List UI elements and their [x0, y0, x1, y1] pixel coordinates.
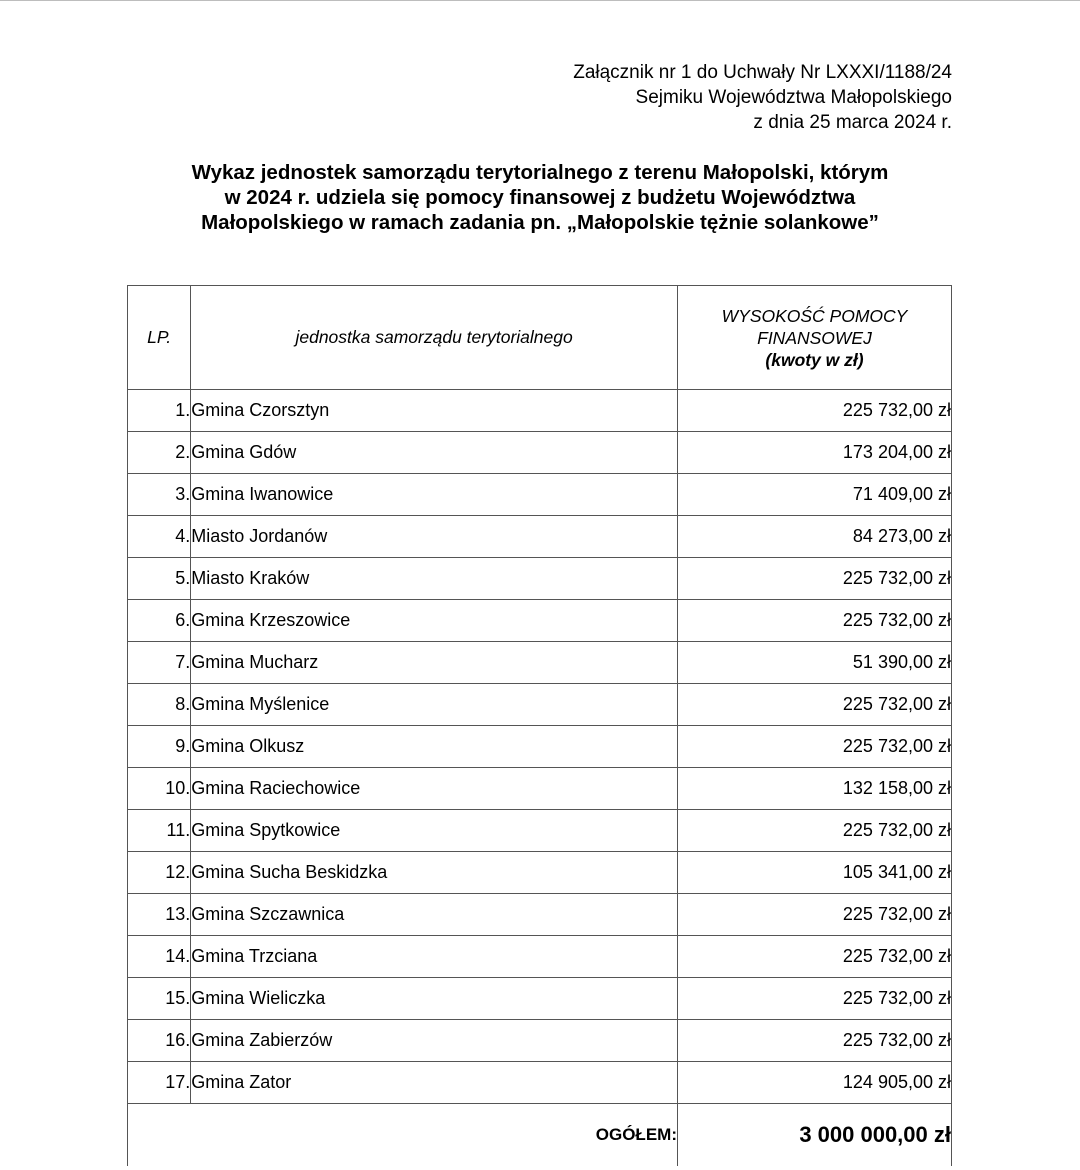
table-row	[128, 600, 952, 642]
row-unit-name: Gmina Iwanowice	[191, 474, 678, 516]
table-row	[128, 1062, 952, 1104]
row-amount: 225 732,00 zł	[677, 600, 951, 642]
table-row	[128, 894, 952, 936]
table-row	[128, 516, 952, 558]
row-amount: 225 732,00 zł	[677, 936, 951, 978]
header-lp: LP.	[128, 286, 191, 390]
row-lp: 4.	[128, 516, 191, 558]
table-row	[128, 726, 952, 768]
row-amount: 132 158,00 zł	[677, 768, 951, 810]
table-row	[128, 432, 952, 474]
row-amount: 225 732,00 zł	[677, 684, 951, 726]
table-body	[128, 390, 952, 1104]
row-amount: 173 204,00 zł	[677, 432, 951, 474]
row-amount: 51 390,00 zł	[677, 642, 951, 684]
row-unit-name: Gmina Czorsztyn	[191, 390, 678, 432]
row-unit-name: Gmina Szczawnica	[191, 894, 678, 936]
row-unit-name: Gmina Zator	[191, 1062, 678, 1104]
row-amount: 124 905,00 zł	[677, 1062, 951, 1104]
row-unit-name: Gmina Myślenice	[191, 684, 678, 726]
header-unit-name: jednostka samorządu terytorialnego	[191, 286, 678, 390]
row-amount: 225 732,00 zł	[677, 558, 951, 600]
row-amount: 225 732,00 zł	[677, 978, 951, 1020]
row-amount: 71 409,00 zł	[677, 474, 951, 516]
row-lp: 17.	[128, 1062, 191, 1104]
row-lp: 7.	[128, 642, 191, 684]
header-amount-unit: (kwoty w zł)	[765, 349, 864, 370]
row-amount: 105 341,00 zł	[677, 852, 951, 894]
table-row	[128, 810, 952, 852]
row-lp: 12.	[128, 852, 191, 894]
table-row	[128, 684, 952, 726]
row-unit-name: Gmina Trzciana	[191, 936, 678, 978]
row-unit-name: Gmina Raciechowice	[191, 768, 678, 810]
table-row	[128, 768, 952, 810]
row-lp: 11.	[128, 810, 191, 852]
table-row	[128, 642, 952, 684]
total-label: OGÓŁEM:	[128, 1104, 678, 1167]
row-lp: 6.	[128, 600, 191, 642]
row-unit-name: Miasto Jordanów	[191, 516, 678, 558]
table-row	[128, 390, 952, 432]
header-line-3: z dnia 25 marca 2024 r.	[753, 112, 952, 133]
row-amount: 84 273,00 zł	[677, 516, 951, 558]
aid-table	[127, 285, 952, 1166]
row-lp: 8.	[128, 684, 191, 726]
row-amount: 225 732,00 zł	[677, 726, 951, 768]
row-lp: 9.	[128, 726, 191, 768]
row-lp: 1.	[128, 390, 191, 432]
row-amount: 225 732,00 zł	[677, 390, 951, 432]
row-unit-name: Gmina Gdów	[191, 432, 678, 474]
total-amount: 3 000 000,00 zł	[677, 1104, 951, 1167]
title-line-1: Wykaz jednostek samorządu terytorialnego z terenu Małopolski, którym	[191, 161, 889, 184]
table-row	[128, 558, 952, 600]
row-unit-name: Gmina Mucharz	[191, 642, 678, 684]
row-unit-name: Gmina Sucha Beskidzka	[191, 852, 678, 894]
table-row	[128, 474, 952, 516]
row-lp: 13.	[128, 894, 191, 936]
row-unit-name: Gmina Wieliczka	[191, 978, 678, 1020]
table-row	[128, 1020, 952, 1062]
row-unit-name: Miasto Kraków	[191, 558, 678, 600]
header-amount-line-1: WYSOKOŚĆ POMOCY	[721, 305, 908, 326]
row-amount: 225 732,00 zł	[677, 894, 951, 936]
row-lp: 3.	[128, 474, 191, 516]
table-row	[128, 852, 952, 894]
table-row	[128, 978, 952, 1020]
row-lp: 15.	[128, 978, 191, 1020]
document-header	[573, 60, 952, 135]
document-title	[0, 160, 1080, 235]
row-amount: 225 732,00 zł	[677, 1020, 951, 1062]
table-row	[128, 936, 952, 978]
row-unit-name: Gmina Olkusz	[191, 726, 678, 768]
title-line-3: Małopolskiego w ramach zadania pn. „Małopolskie tężnie solankowe”	[201, 211, 879, 234]
row-unit-name: Gmina Spytkowice	[191, 810, 678, 852]
title-line-2: w 2024 r. udziela się pomocy finansowej z budżetu Województwa	[224, 186, 856, 209]
top-divider	[0, 0, 1080, 1]
row-lp: 5.	[128, 558, 191, 600]
row-lp: 2.	[128, 432, 191, 474]
row-unit-name: Gmina Krzeszowice	[191, 600, 678, 642]
row-amount: 225 732,00 zł	[677, 810, 951, 852]
header-amount-line-2: FINANSOWEJ	[757, 327, 872, 348]
row-lp: 16.	[128, 1020, 191, 1062]
header-amount	[677, 286, 951, 390]
row-lp: 10.	[128, 768, 191, 810]
header-line-1: Załącznik nr 1 do Uchwały Nr LXXXI/1188/24	[573, 62, 952, 83]
table-header-row	[128, 286, 952, 390]
row-lp: 14.	[128, 936, 191, 978]
total-row	[128, 1104, 952, 1167]
row-unit-name: Gmina Zabierzów	[191, 1020, 678, 1062]
header-line-2: Sejmiku Województwa Małopolskiego	[635, 87, 952, 108]
